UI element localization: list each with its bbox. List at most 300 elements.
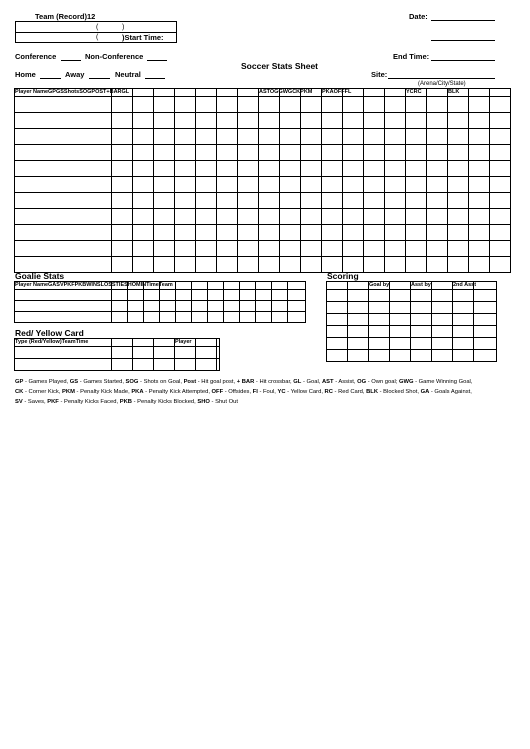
scoring-cell[interactable] xyxy=(348,302,369,314)
scoring-cell[interactable] xyxy=(327,302,348,314)
player-stats-cell[interactable] xyxy=(385,129,406,145)
player-stats-cell[interactable] xyxy=(469,97,490,113)
player-stats-cell[interactable] xyxy=(259,193,280,209)
player-stats-cell[interactable] xyxy=(385,209,406,225)
scoring-cell[interactable] xyxy=(390,290,411,302)
goalie-stats-cell[interactable] xyxy=(288,290,306,301)
player-stats-cell[interactable] xyxy=(322,113,343,129)
goalie-stats-cell[interactable] xyxy=(272,290,288,301)
cards-cell[interactable] xyxy=(154,359,175,371)
player-stats-cell[interactable] xyxy=(112,209,133,225)
player-stats-cell[interactable] xyxy=(490,209,511,225)
player-stats-cell[interactable] xyxy=(343,97,364,113)
player-stats-cell[interactable] xyxy=(175,209,196,225)
player-stats-cell[interactable] xyxy=(322,97,343,113)
goalie-stats-cell[interactable] xyxy=(15,312,112,323)
neutral-field[interactable] xyxy=(145,78,165,79)
player-stats-cell[interactable] xyxy=(217,113,238,129)
player-stats-cell[interactable] xyxy=(448,225,469,241)
player-stats-cell[interactable] xyxy=(15,145,112,161)
player-stats-cell[interactable] xyxy=(175,177,196,193)
player-stats-cell[interactable] xyxy=(238,225,259,241)
goalie-stats-cell[interactable] xyxy=(144,312,160,323)
player-stats-cell[interactable] xyxy=(15,225,112,241)
away-field[interactable] xyxy=(89,78,110,79)
scoring-cell[interactable] xyxy=(474,338,497,350)
goalie-stats-cell[interactable] xyxy=(272,312,288,323)
player-stats-cell[interactable] xyxy=(427,161,448,177)
player-stats-cell[interactable] xyxy=(15,177,112,193)
player-stats-cell[interactable] xyxy=(154,225,175,241)
cards-cell[interactable] xyxy=(196,347,217,359)
goalie-stats-cell[interactable] xyxy=(240,290,256,301)
scoring-cell[interactable] xyxy=(432,302,453,314)
player-stats-cell[interactable] xyxy=(175,113,196,129)
player-stats-cell[interactable] xyxy=(238,145,259,161)
player-stats-cell[interactable] xyxy=(133,225,154,241)
player-stats-cell[interactable] xyxy=(301,177,322,193)
goalie-stats-cell[interactable] xyxy=(128,290,144,301)
scoring-cell[interactable] xyxy=(453,350,474,362)
player-stats-cell[interactable] xyxy=(322,225,343,241)
player-stats-cell[interactable] xyxy=(175,225,196,241)
player-stats-cell[interactable] xyxy=(364,177,385,193)
goalie-stats-cell[interactable] xyxy=(15,301,112,312)
player-stats-cell[interactable] xyxy=(154,177,175,193)
player-stats-cell[interactable] xyxy=(217,177,238,193)
player-stats-cell[interactable] xyxy=(259,161,280,177)
player-stats-cell[interactable] xyxy=(196,241,217,257)
player-stats-cell[interactable] xyxy=(259,257,280,273)
goalie-stats-cell[interactable] xyxy=(160,290,176,301)
player-stats-cell[interactable] xyxy=(364,129,385,145)
player-stats-cell[interactable] xyxy=(259,145,280,161)
player-stats-cell[interactable] xyxy=(490,161,511,177)
cards-cell[interactable] xyxy=(217,347,220,359)
player-stats-cell[interactable] xyxy=(490,97,511,113)
player-stats-cell[interactable] xyxy=(448,193,469,209)
player-stats-cell[interactable] xyxy=(175,97,196,113)
player-stats-cell[interactable] xyxy=(259,177,280,193)
goalie-stats-cell[interactable] xyxy=(112,301,128,312)
goalie-stats-cell[interactable] xyxy=(224,312,240,323)
player-stats-cell[interactable] xyxy=(406,145,427,161)
cards-cell[interactable] xyxy=(175,359,196,371)
player-stats-cell[interactable] xyxy=(427,209,448,225)
player-stats-cell[interactable] xyxy=(112,97,133,113)
player-stats-cell[interactable] xyxy=(427,145,448,161)
player-stats-cell[interactable] xyxy=(112,257,133,273)
home-field[interactable] xyxy=(40,78,61,79)
player-stats-cell[interactable] xyxy=(238,129,259,145)
player-stats-cell[interactable] xyxy=(112,241,133,257)
player-stats-cell[interactable] xyxy=(385,257,406,273)
player-stats-cell[interactable] xyxy=(343,145,364,161)
player-stats-cell[interactable] xyxy=(364,193,385,209)
goalie-stats-cell[interactable] xyxy=(144,290,160,301)
player-stats-cell[interactable] xyxy=(238,193,259,209)
player-stats-cell[interactable] xyxy=(154,113,175,129)
player-stats-cell[interactable] xyxy=(259,129,280,145)
player-stats-cell[interactable] xyxy=(15,209,112,225)
site-field[interactable] xyxy=(388,78,495,79)
player-stats-cell[interactable] xyxy=(343,209,364,225)
player-stats-cell[interactable] xyxy=(238,113,259,129)
player-stats-cell[interactable] xyxy=(154,193,175,209)
player-stats-cell[interactable] xyxy=(238,209,259,225)
scoring-cell[interactable] xyxy=(327,350,348,362)
cards-cell[interactable] xyxy=(15,347,112,359)
player-stats-cell[interactable] xyxy=(15,193,112,209)
player-stats-cell[interactable] xyxy=(469,177,490,193)
player-stats-cell[interactable] xyxy=(259,97,280,113)
player-stats-cell[interactable] xyxy=(133,129,154,145)
player-stats-cell[interactable] xyxy=(343,161,364,177)
scoring-cell[interactable] xyxy=(390,326,411,338)
player-stats-cell[interactable] xyxy=(301,113,322,129)
scoring-cell[interactable] xyxy=(348,338,369,350)
goalie-stats-cell[interactable] xyxy=(128,301,144,312)
goalie-stats-cell[interactable] xyxy=(288,312,306,323)
player-stats-cell[interactable] xyxy=(217,225,238,241)
scoring-cell[interactable] xyxy=(348,314,369,326)
scoring-cell[interactable] xyxy=(327,338,348,350)
player-stats-cell[interactable] xyxy=(385,113,406,129)
goalie-stats-cell[interactable] xyxy=(192,301,208,312)
player-stats-cell[interactable] xyxy=(133,97,154,113)
player-stats-cell[interactable] xyxy=(364,113,385,129)
player-stats-cell[interactable] xyxy=(280,241,301,257)
scoring-cell[interactable] xyxy=(453,290,474,302)
player-stats-cell[interactable] xyxy=(133,257,154,273)
player-stats-cell[interactable] xyxy=(154,145,175,161)
scoring-cell[interactable] xyxy=(369,338,390,350)
player-stats-cell[interactable] xyxy=(196,177,217,193)
player-stats-cell[interactable] xyxy=(490,241,511,257)
scoring-cell[interactable] xyxy=(369,326,390,338)
goalie-stats-cell[interactable] xyxy=(272,301,288,312)
player-stats-cell[interactable] xyxy=(15,97,112,113)
player-stats-cell[interactable] xyxy=(280,97,301,113)
goalie-stats-cell[interactable] xyxy=(192,312,208,323)
player-stats-cell[interactable] xyxy=(301,145,322,161)
player-stats-cell[interactable] xyxy=(490,257,511,273)
player-stats-cell[interactable] xyxy=(175,241,196,257)
goalie-stats-cell[interactable] xyxy=(112,312,128,323)
goalie-stats-cell[interactable] xyxy=(288,301,306,312)
player-stats-cell[interactable] xyxy=(217,209,238,225)
player-stats-cell[interactable] xyxy=(490,193,511,209)
player-stats-cell[interactable] xyxy=(406,209,427,225)
goalie-stats-cell[interactable] xyxy=(160,301,176,312)
player-stats-cell[interactable] xyxy=(343,177,364,193)
player-stats-cell[interactable] xyxy=(301,257,322,273)
player-stats-cell[interactable] xyxy=(301,209,322,225)
player-stats-cell[interactable] xyxy=(469,209,490,225)
player-stats-cell[interactable] xyxy=(490,129,511,145)
scoring-cell[interactable] xyxy=(369,314,390,326)
scoring-cell[interactable] xyxy=(390,338,411,350)
goalie-stats-cell[interactable] xyxy=(256,312,272,323)
player-stats-cell[interactable] xyxy=(238,161,259,177)
goalie-stats-cell[interactable] xyxy=(176,312,192,323)
player-stats-cell[interactable] xyxy=(154,209,175,225)
player-stats-cell[interactable] xyxy=(322,241,343,257)
player-stats-cell[interactable] xyxy=(448,177,469,193)
scoring-cell[interactable] xyxy=(390,350,411,362)
player-stats-cell[interactable] xyxy=(133,145,154,161)
cards-cell[interactable] xyxy=(112,359,133,371)
player-stats-cell[interactable] xyxy=(15,161,112,177)
player-stats-cell[interactable] xyxy=(196,145,217,161)
player-stats-cell[interactable] xyxy=(259,113,280,129)
player-stats-cell[interactable] xyxy=(112,161,133,177)
scoring-cell[interactable] xyxy=(432,290,453,302)
scoring-cell[interactable] xyxy=(411,302,432,314)
scoring-cell[interactable] xyxy=(474,350,497,362)
player-stats-cell[interactable] xyxy=(322,209,343,225)
player-stats-cell[interactable] xyxy=(112,177,133,193)
player-stats-cell[interactable] xyxy=(385,145,406,161)
end-time-field[interactable] xyxy=(431,60,495,61)
goalie-stats-cell[interactable] xyxy=(208,290,224,301)
cards-cell[interactable] xyxy=(154,347,175,359)
player-stats-cell[interactable] xyxy=(343,241,364,257)
player-stats-cell[interactable] xyxy=(448,129,469,145)
scoring-cell[interactable] xyxy=(369,350,390,362)
goalie-stats-cell[interactable] xyxy=(128,312,144,323)
player-stats-cell[interactable] xyxy=(385,225,406,241)
scoring-cell[interactable] xyxy=(453,326,474,338)
player-stats-cell[interactable] xyxy=(280,193,301,209)
player-stats-cell[interactable] xyxy=(343,225,364,241)
player-stats-cell[interactable] xyxy=(406,257,427,273)
scoring-cell[interactable] xyxy=(432,338,453,350)
player-stats-cell[interactable] xyxy=(406,129,427,145)
player-stats-cell[interactable] xyxy=(238,177,259,193)
player-stats-cell[interactable] xyxy=(322,177,343,193)
player-stats-cell[interactable] xyxy=(469,145,490,161)
scoring-cell[interactable] xyxy=(390,302,411,314)
scoring-cell[interactable] xyxy=(348,326,369,338)
player-stats-cell[interactable] xyxy=(112,113,133,129)
player-stats-cell[interactable] xyxy=(427,193,448,209)
player-stats-cell[interactable] xyxy=(15,129,112,145)
goalie-stats-cell[interactable] xyxy=(256,290,272,301)
player-stats-cell[interactable] xyxy=(280,113,301,129)
player-stats-cell[interactable] xyxy=(301,241,322,257)
player-stats-cell[interactable] xyxy=(469,193,490,209)
scoring-cell[interactable] xyxy=(348,290,369,302)
player-stats-cell[interactable] xyxy=(406,193,427,209)
scoring-cell[interactable] xyxy=(327,326,348,338)
cards-cell[interactable] xyxy=(15,359,112,371)
player-stats-cell[interactable] xyxy=(406,177,427,193)
player-stats-cell[interactable] xyxy=(280,225,301,241)
player-stats-cell[interactable] xyxy=(112,129,133,145)
date-field[interactable] xyxy=(431,20,495,21)
player-stats-cell[interactable] xyxy=(259,241,280,257)
scoring-cell[interactable] xyxy=(432,314,453,326)
player-stats-cell[interactable] xyxy=(133,113,154,129)
player-stats-cell[interactable] xyxy=(322,161,343,177)
player-stats-cell[interactable] xyxy=(427,241,448,257)
player-stats-cell[interactable] xyxy=(448,161,469,177)
player-stats-cell[interactable] xyxy=(343,129,364,145)
goalie-stats-cell[interactable] xyxy=(224,290,240,301)
scoring-cell[interactable] xyxy=(474,290,497,302)
player-stats-cell[interactable] xyxy=(217,97,238,113)
player-stats-cell[interactable] xyxy=(133,177,154,193)
player-stats-cell[interactable] xyxy=(469,129,490,145)
player-stats-cell[interactable] xyxy=(301,225,322,241)
cards-cell[interactable] xyxy=(175,347,196,359)
player-stats-cell[interactable] xyxy=(448,209,469,225)
player-stats-cell[interactable] xyxy=(280,145,301,161)
goalie-stats-cell[interactable] xyxy=(240,312,256,323)
player-stats-cell[interactable] xyxy=(217,161,238,177)
player-stats-cell[interactable] xyxy=(490,145,511,161)
player-stats-cell[interactable] xyxy=(154,129,175,145)
player-stats-cell[interactable] xyxy=(196,129,217,145)
scoring-cell[interactable] xyxy=(453,314,474,326)
player-stats-cell[interactable] xyxy=(15,113,112,129)
player-stats-cell[interactable] xyxy=(301,193,322,209)
player-stats-cell[interactable] xyxy=(490,113,511,129)
player-stats-cell[interactable] xyxy=(196,257,217,273)
player-stats-cell[interactable] xyxy=(217,241,238,257)
cards-cell[interactable] xyxy=(112,347,133,359)
player-stats-cell[interactable] xyxy=(175,145,196,161)
cards-cell[interactable] xyxy=(133,359,154,371)
player-stats-cell[interactable] xyxy=(322,129,343,145)
player-stats-cell[interactable] xyxy=(406,161,427,177)
scoring-cell[interactable] xyxy=(327,314,348,326)
scoring-cell[interactable] xyxy=(474,302,497,314)
player-stats-cell[interactable] xyxy=(175,129,196,145)
scoring-cell[interactable] xyxy=(474,314,497,326)
conference-field[interactable] xyxy=(61,60,81,61)
player-stats-cell[interactable] xyxy=(448,241,469,257)
cards-cell[interactable] xyxy=(133,347,154,359)
player-stats-cell[interactable] xyxy=(364,145,385,161)
goalie-stats-cell[interactable] xyxy=(208,312,224,323)
player-stats-cell[interactable] xyxy=(133,193,154,209)
player-stats-cell[interactable] xyxy=(385,97,406,113)
player-stats-cell[interactable] xyxy=(469,241,490,257)
player-stats-cell[interactable] xyxy=(322,145,343,161)
cards-cell[interactable] xyxy=(217,359,220,371)
scoring-cell[interactable] xyxy=(411,338,432,350)
goalie-stats-cell[interactable] xyxy=(192,290,208,301)
player-stats-cell[interactable] xyxy=(301,129,322,145)
player-stats-cell[interactable] xyxy=(364,257,385,273)
player-stats-cell[interactable] xyxy=(364,209,385,225)
scoring-cell[interactable] xyxy=(411,350,432,362)
player-stats-cell[interactable] xyxy=(364,225,385,241)
player-stats-cell[interactable] xyxy=(322,193,343,209)
scoring-cell[interactable] xyxy=(474,326,497,338)
player-stats-cell[interactable] xyxy=(154,97,175,113)
scoring-cell[interactable] xyxy=(411,314,432,326)
player-stats-cell[interactable] xyxy=(490,177,511,193)
player-stats-cell[interactable] xyxy=(280,161,301,177)
scoring-cell[interactable] xyxy=(453,338,474,350)
player-stats-cell[interactable] xyxy=(385,241,406,257)
player-stats-cell[interactable] xyxy=(15,241,112,257)
scoring-cell[interactable] xyxy=(411,326,432,338)
player-stats-cell[interactable] xyxy=(427,257,448,273)
goalie-stats-cell[interactable] xyxy=(256,301,272,312)
scoring-cell[interactable] xyxy=(411,290,432,302)
scoring-cell[interactable] xyxy=(327,290,348,302)
player-stats-cell[interactable] xyxy=(364,241,385,257)
scoring-cell[interactable] xyxy=(369,290,390,302)
goalie-stats-cell[interactable] xyxy=(112,290,128,301)
player-stats-cell[interactable] xyxy=(175,257,196,273)
player-stats-cell[interactable] xyxy=(301,161,322,177)
player-stats-cell[interactable] xyxy=(175,161,196,177)
player-stats-cell[interactable] xyxy=(175,193,196,209)
player-stats-cell[interactable] xyxy=(280,257,301,273)
scoring-cell[interactable] xyxy=(390,314,411,326)
date-extra-line[interactable] xyxy=(431,40,495,41)
player-stats-cell[interactable] xyxy=(238,241,259,257)
goalie-stats-cell[interactable] xyxy=(144,301,160,312)
goalie-stats-cell[interactable] xyxy=(160,312,176,323)
player-stats-cell[interactable] xyxy=(427,177,448,193)
player-stats-cell[interactable] xyxy=(196,97,217,113)
player-stats-cell[interactable] xyxy=(364,161,385,177)
player-stats-cell[interactable] xyxy=(427,225,448,241)
player-stats-cell[interactable] xyxy=(259,209,280,225)
player-stats-cell[interactable] xyxy=(280,129,301,145)
player-stats-cell[interactable] xyxy=(406,225,427,241)
player-stats-cell[interactable] xyxy=(448,97,469,113)
player-stats-cell[interactable] xyxy=(448,113,469,129)
player-stats-cell[interactable] xyxy=(406,241,427,257)
player-stats-cell[interactable] xyxy=(427,129,448,145)
player-stats-cell[interactable] xyxy=(112,225,133,241)
goalie-stats-cell[interactable] xyxy=(224,301,240,312)
scoring-cell[interactable] xyxy=(369,302,390,314)
player-stats-cell[interactable] xyxy=(133,241,154,257)
player-stats-cell[interactable] xyxy=(196,113,217,129)
player-stats-cell[interactable] xyxy=(217,193,238,209)
player-stats-cell[interactable] xyxy=(448,257,469,273)
player-stats-cell[interactable] xyxy=(196,193,217,209)
player-stats-cell[interactable] xyxy=(385,177,406,193)
player-stats-cell[interactable] xyxy=(217,145,238,161)
player-stats-cell[interactable] xyxy=(427,113,448,129)
player-stats-cell[interactable] xyxy=(217,129,238,145)
player-stats-cell[interactable] xyxy=(427,97,448,113)
player-stats-cell[interactable] xyxy=(280,209,301,225)
player-stats-cell[interactable] xyxy=(112,193,133,209)
player-stats-cell[interactable] xyxy=(469,257,490,273)
player-stats-cell[interactable] xyxy=(364,97,385,113)
player-stats-cell[interactable] xyxy=(469,113,490,129)
player-stats-cell[interactable] xyxy=(343,113,364,129)
player-stats-cell[interactable] xyxy=(196,161,217,177)
player-stats-cell[interactable] xyxy=(301,97,322,113)
goalie-stats-cell[interactable] xyxy=(208,301,224,312)
player-stats-cell[interactable] xyxy=(154,241,175,257)
scoring-cell[interactable] xyxy=(348,350,369,362)
player-stats-cell[interactable] xyxy=(217,257,238,273)
player-stats-cell[interactable] xyxy=(469,225,490,241)
player-stats-cell[interactable] xyxy=(154,257,175,273)
